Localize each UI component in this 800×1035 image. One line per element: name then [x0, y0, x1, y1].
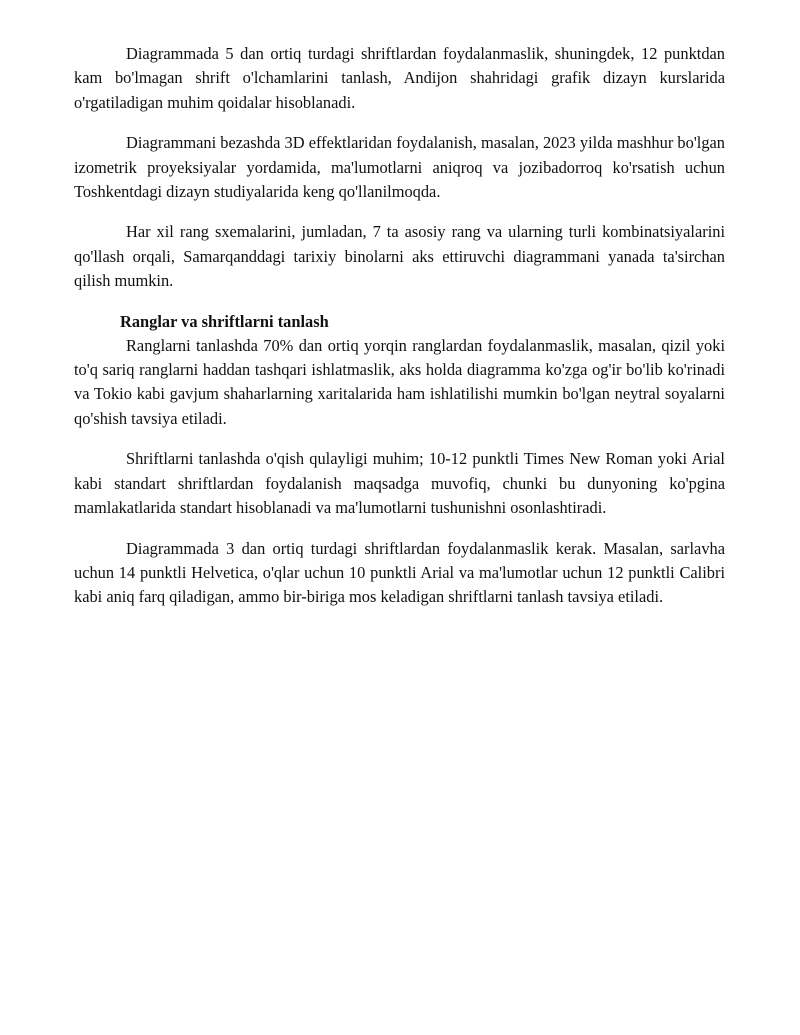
paragraph-3d-effects: Diagrammani bezashda 3D effektlaridan foydalanish, masalan, 2023 yilda mashhur bo'lgan izometrik proyeksiyalar yordamida, ma'lumotlarni aniqroq va jozibadorroq ko'rsatish uchun Toshkentdagi dizayn studiyalarida keng qo'llanilmoqda. [74, 133, 725, 202]
paragraph-font-count: Diagrammada 3 dan ortiq turdagi shriftlardan foydalanmaslik kerak. Masalan, sarlavha uchun 14 punktli Helvetica, o'qlar uchun 10 punktli Arial va ma'lumotlar uchun 12 punktli Calibri kabi aniq farq qiladigan, ammo bir-biriga mos keladigan shriftlarni tanlash tavsiya etiladi. [74, 538, 725, 607]
paragraph-fonts-rule: Diagrammada 5 dan ortiq turdagi shriftlardan foydalanmaslik, shuningdek, 12 punktdan kam bo'lmagan shrift o'lchamlarini tanlash, Andijon shahridagi grafik dizayn kurslarida o'rgatiladigan muhim qoidalar hisoblanadi. [74, 44, 725, 112]
paragraph-color-choice: Ranglarni tanlashda 70% dan ortiq yorqin ranglardan foydalanmaslik, masalan, qizil yoki to'q sariq ranglarni haddan tashqari ishlatmaslik, aks holda diagramma ko'zga og'ir bo'lib ko'rinadi va Tokio kabi gavjum shaharlarning xaritalarida ham ishlatilishi mumkin bo'lgan neytral soyalarni qo'shish tavsiya etiladi. [74, 335, 725, 428]
document-page [74, 42, 725, 610]
section-heading: Ranglar va shriftlarni tanlash [120, 311, 329, 331]
paragraph-color-schemes: Har xil rang sxemalarini, jumladan, 7 ta asosiy rang va ularning turli kombinatsiyalarini qo'llash orqali, Samarqanddagi tarixiy binolarni aks ettiruvchi diagrammani yanada ta'sirchan qilish mumkin. [74, 222, 725, 291]
paragraph-font-choice: Shriftlarni tanlashda o'qish qulayligi muhim; 10-12 punktli Times New Roman yoki Arial kabi standart shriftlardan foydalanish maqsadga muvofiq, chunki bu dunyoning ko'pgina mamlakatlarida standart hisoblanadi va ma'lumotlarni tushunishni osonlashtiradi. [74, 449, 725, 518]
